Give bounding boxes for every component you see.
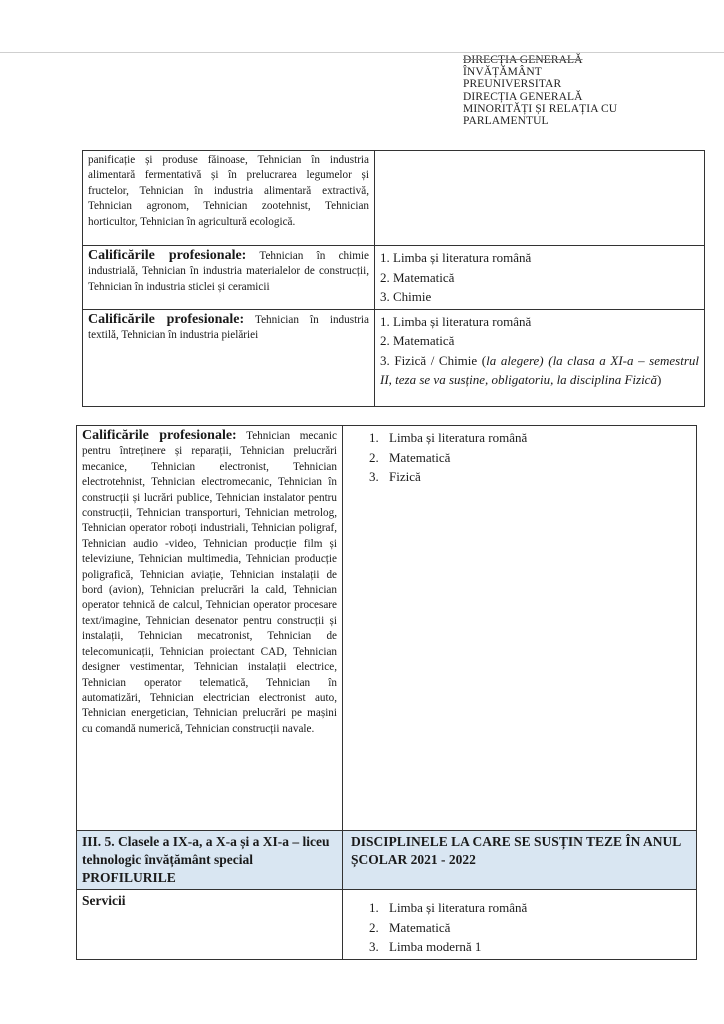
qualifications-cell [83, 151, 375, 246]
page-top-rule [0, 52, 724, 53]
subject-item [380, 351, 699, 390]
subject-number: 2. [369, 919, 379, 935]
subjects-cell [343, 426, 697, 831]
subjects-cell [375, 151, 705, 246]
subject-item: 2. Matematică [380, 269, 455, 285]
subject-item [369, 428, 691, 448]
table-row [77, 831, 697, 890]
header-line: PREUNIVERSITAR [463, 78, 562, 91]
subject-name: Matematică [389, 449, 451, 465]
header-line: DIRECȚIA GENERALĂ [463, 54, 583, 66]
section-subjects-heading-cell [343, 831, 697, 890]
qualifications-cell [77, 426, 343, 831]
subject-item: 3. Chimie [380, 289, 432, 304]
qualifications-label: Calificările profesionale: [82, 428, 237, 443]
section-subjects-heading: DISCIPLINELE LA CARE SE SUSȚIN TEZE ÎN ANUL ȘCOLAR 2021 - 2022 [351, 834, 681, 867]
qualifications-cell [83, 309, 375, 406]
section-title-cell [77, 831, 343, 890]
header-line: DIRECȚIA GENERALĂ [463, 90, 583, 103]
qualifications-cell [83, 246, 375, 310]
subject-name: Limba și literatura română [389, 900, 528, 915]
subject-item-note: la alegere) (la clasa a XI-a – semestrul II, teza se va susține, obligatoriu, la disciplina Fizică [380, 352, 700, 387]
table-row [83, 246, 705, 310]
profile-cell [77, 890, 343, 960]
subject-number: 2. [369, 449, 379, 465]
subject-number: 1. [369, 430, 379, 445]
subject-number: 3. [369, 469, 379, 484]
qualifications-text: panificație și produse făinoase, Tehnician în industria alimentară fermentativă și în prelucrarea legumelor și fructelor, Tehnician în industria alimentară extractivă, Tehnician agronom, Tehnician zootehnist, Tehnician horticultor, Tehnician în agricultură ecologică. [88, 154, 369, 228]
subject-item: 1. Limba și literatura română [380, 313, 532, 329]
subject-item [369, 937, 691, 957]
subject-item-prefix: 3. Fizică / Chimie ( [380, 352, 487, 368]
subjects-cell [343, 890, 697, 960]
subject-item [369, 467, 691, 487]
qualifications-text: Tehnician în chimie industrială, Tehnician în industria materialelor de construcții, Tehnician în industria sticlei și ceramicii [88, 250, 370, 293]
table-row [77, 426, 697, 831]
qualifications-text: Tehnician în industria textilă, Tehnician în industria pielăriei [88, 313, 369, 341]
qualifications-label: Calificările profesionale: [88, 248, 247, 263]
qualifications-table-2 [76, 425, 697, 960]
qualifications-table-1 [82, 150, 705, 407]
subject-name: Fizică [389, 469, 421, 484]
section-title: III. 5. Clasele a IX-a, a X-a și a XI-a – liceu tehnologic învățământ special PROFILURILE [82, 834, 330, 885]
subject-name: Matematică [389, 919, 451, 935]
table-row [83, 151, 705, 246]
subject-number: 3. [369, 939, 379, 954]
institution-header [463, 54, 713, 127]
subject-name: Limba și literatura română [389, 430, 528, 445]
header-line: ÎNVĂȚĂMÂNT [463, 66, 542, 79]
subject-item [369, 918, 691, 938]
subject-number: 1. [369, 900, 379, 915]
subjects-cell [375, 246, 705, 310]
qualifications-text: Tehnician mecanic pentru întreținere și reparații, Tehnician prelucrări mecanice, Tehnician electronist, Tehnician electrotehnist, Tehnician electromecanic, Tehnician în construcții și lucrări publice, Tehnician instalator pentru construcții, Tehnician transporturi, Tehnician metrolog, Tehnician operator roboți industriali, Tehnician poligraf, Tehnician audio -video, Tehnician producție film și televiziune, Tehnician multimedia, Tehnician producție poligrafică, Tehnician aviație, Tehnician instalații de bord (avion), Tehnician prelucrări la cald, Tehnician operator tehnică de calcul, Tehnician operator procesare text/imagine, Tehnician desenator pentru construcții și instalații, Tehnician mecatronist, Tehnician de telecomunicații, Tehnician proiectant CAD, Tehnician designer vestimentar, Tehnician instalații electrice, Tehnician operator telematică, Tehnician în automatizări, Tehnician electrician electronist auto, Tehnician energetician, Tehnician prelucrări pe mașini cu comandă numerică, Tehnician construcții navale. [82, 430, 337, 735]
qualifications-label: Calificările profesionale: [88, 311, 245, 327]
subject-item: 1. Limba și literatura română [380, 250, 532, 265]
subject-item [369, 898, 691, 918]
subject-item: 2. Matematică [380, 333, 455, 348]
table-row [77, 890, 697, 960]
subject-name: Limba modernă 1 [389, 939, 482, 954]
profile-name: Servicii [82, 893, 126, 908]
header-line: PARLAMENTUL [463, 115, 549, 128]
header-line: MINORITĂȚI ȘI RELAȚIA CU [463, 102, 618, 115]
subjects-cell [375, 309, 705, 406]
table-row [83, 309, 705, 406]
subject-item-suffix: ) [656, 372, 662, 387]
subject-item [369, 448, 691, 468]
